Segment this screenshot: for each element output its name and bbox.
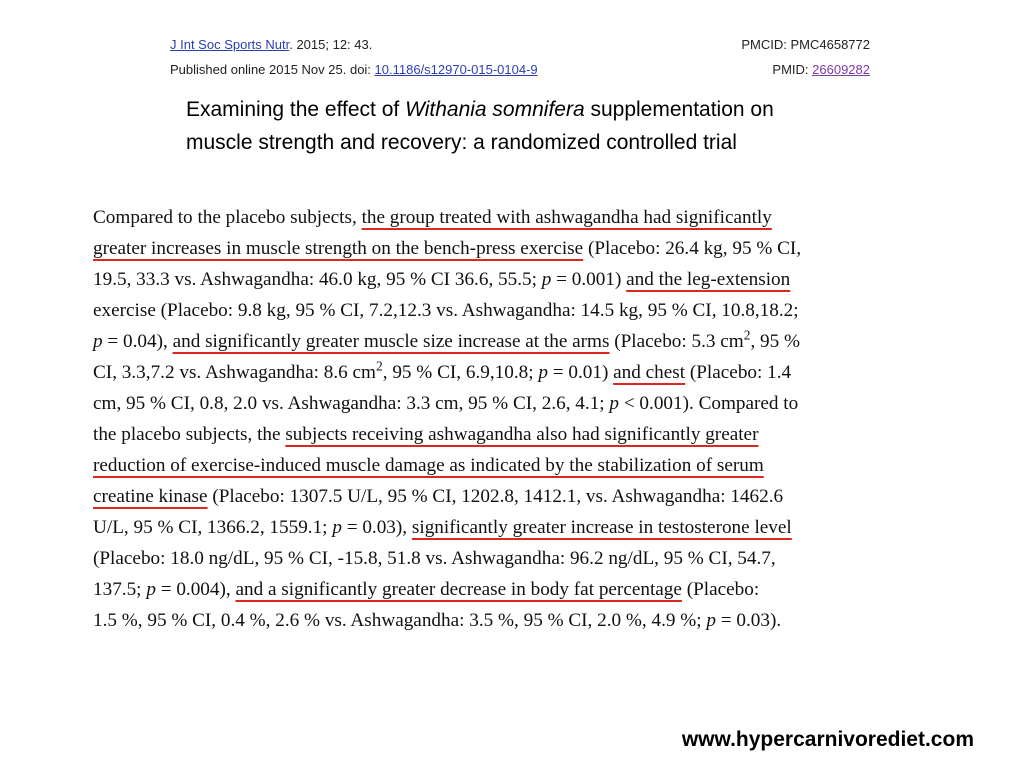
highlighted-phrase: and chest: [613, 362, 686, 383]
journal-link[interactable]: J Int Soc Sports Nutr: [170, 37, 290, 52]
abstract-line: 19.5, 33.3 vs. Ashwagandha: 46.0 kg, 95 % CI 36.6, 55.5; p = 0.001) and the leg-extension: [93, 269, 791, 290]
abstract-line: cm, 95 % CI, 0.8, 2.0 vs. Ashwagandha: 3.3 cm, 95 % CI, 2.6, 4.1; p < 0.001). Compared to: [93, 393, 799, 414]
doi-link[interactable]: 10.1186/s12970-015-0104-9: [374, 62, 538, 77]
abstract-line: exercise (Placebo: 9.8 kg, 95 % CI, 7.2,12.3 vs. Ashwagandha: 14.5 kg, 95 % CI, 10.8,18.2;: [93, 300, 799, 321]
published-prefix: Published online 2015 Nov 25. doi:: [170, 62, 375, 77]
abstract-line: greater increases in muscle strength on the bench-press exercise (Placebo: 26.4 kg, 95 % CI,: [93, 238, 802, 259]
highlighted-phrase: reduction of exercise-induced muscle damage as indicated by the stabilization of serum: [93, 455, 764, 476]
article-title-line-2: muscle strength and recovery: a randomized controlled trial: [186, 131, 737, 154]
article-title-line-1: [186, 93, 966, 126]
highlighted-phrase: subjects receiving ashwagandha also had significantly greater: [285, 424, 759, 445]
highlighted-phrase: creatine kinase: [93, 486, 208, 507]
citation-line-1: [170, 37, 870, 52]
abstract-line: p = 0.04), and significantly greater muscle size increase at the arms (Placebo: 5.3 $cm^2$, 95 %: [93, 327, 801, 352]
abstract-line: [93, 450, 973, 481]
website-watermark: www.hypercarnivorediet.com: [681, 728, 974, 751]
title-part-2: supplementation on: [584, 98, 774, 121]
pmid-prefix: PMID:: [772, 62, 813, 77]
abstract-line: the placebo subjects, the subjects receiving ashwagandha also had significantly greater: [93, 424, 759, 445]
pmid-group: [772, 62, 870, 77]
abstract-line: creatine kinase (Placebo: 1307.5 U/L, 95 % CI, 1202.8, 1412.1, vs. Ashwagandha: 1462.6: [93, 486, 784, 507]
title-species: Withania somnifera: [405, 98, 585, 121]
abstract-line: CI, 3.3,7.2 vs. Ashwagandha: 8.6 $cm^2$, 95 % CI, 6.9,10.8; p = 0.01) and chest (Placebo: 1.4: [93, 358, 792, 383]
pmid-link[interactable]: 26609282: [812, 62, 870, 77]
abstract-line: (Placebo: 18.0 ng/dL, 95 % CI, -15.8, 51.8 vs. Ashwagandha: 96.2 ng/dL, 95 % CI, 54.7,: [93, 548, 776, 569]
highlighted-phrase: and the leg-extension: [626, 269, 791, 290]
article-title: [186, 93, 966, 159]
pmcid: PMCID: PMC4658772: [741, 37, 870, 52]
abstract-line: 1.5 %, 95 % CI, 0.4 %, 2.6 % vs. Ashwagandha: 3.5 %, 95 % CI, 2.0 %, 4.9 %; p = 0.03).: [93, 610, 782, 631]
highlighted-phrase: significantly greater increase in testosterone level: [411, 517, 792, 538]
abstract-line: U/L, 95 % CI, 1366.2, 1559.1; p = 0.03), significantly greater increase in testosterone level: [93, 517, 792, 538]
citation-line-2: [170, 62, 870, 77]
highlighted-phrase: greater increases in muscle strength on the bench-press exercise: [93, 238, 584, 259]
abstract-excerpt: [93, 202, 973, 636]
abstract-line: 137.5; p = 0.004), and a significantly greater decrease in body fat percentage (Placebo:: [93, 579, 760, 600]
volume-info: . 2015; 12: 43.: [289, 37, 373, 52]
title-part-1: Examining the effect of: [186, 98, 406, 121]
highlighted-phrase: and significantly greater muscle size increase at the arms: [172, 331, 610, 352]
abstract-line: Compared to the placebo subjects, the group treated with ashwagandha had significantly: [93, 207, 772, 228]
highlighted-phrase: the group treated with ashwagandha had significantly: [361, 207, 772, 228]
highlighted-phrase: and a significantly greater decrease in body fat percentage: [235, 579, 682, 600]
